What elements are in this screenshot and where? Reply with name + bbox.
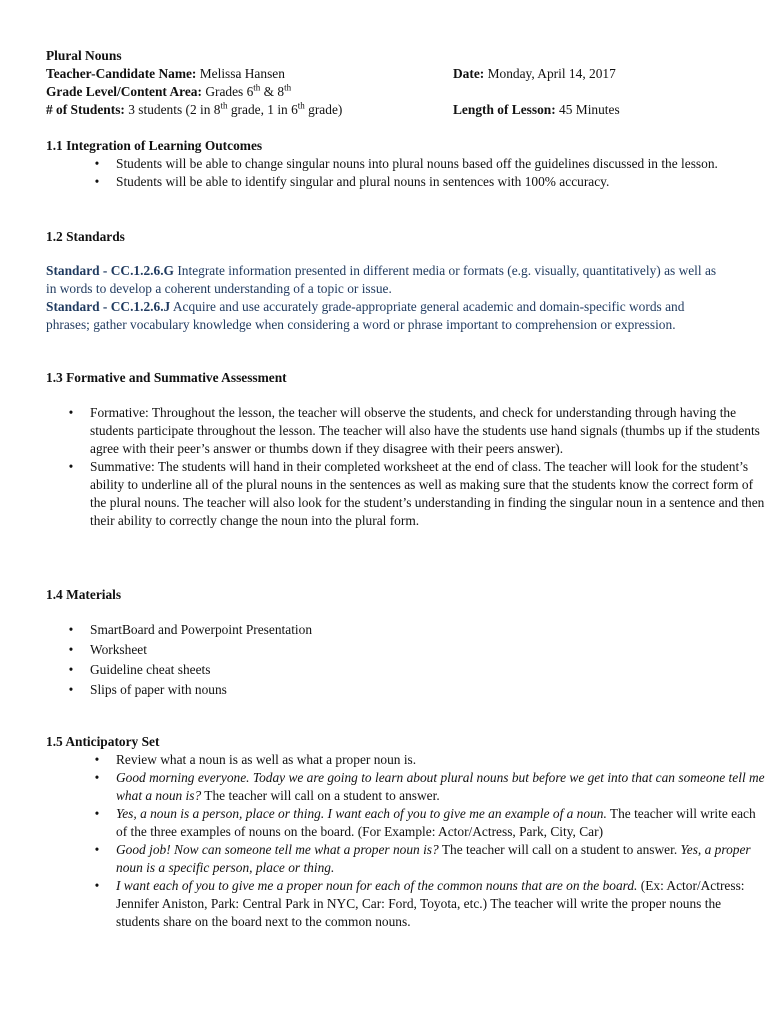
list-item-text: The teacher will call on a student to answer.	[438, 842, 678, 857]
list-item	[94, 173, 758, 191]
bullet-icon: •	[94, 156, 100, 171]
list-item	[68, 620, 768, 640]
section-anticipatory-set	[46, 733, 765, 931]
section-heading: 1.3 Formative and Summative Assessment	[46, 370, 287, 385]
list-item-text: Review what a noun is as well as what a proper noun is.	[116, 752, 417, 767]
bullet-icon: •	[68, 682, 74, 697]
students-text-2: grade, 1 in 6	[227, 102, 298, 117]
grade-sup-1: th	[253, 82, 261, 93]
list-item-text: Worksheet	[90, 642, 147, 657]
list-item	[68, 404, 768, 458]
date-field	[453, 65, 616, 83]
grade-row	[46, 83, 726, 101]
bullet-icon: •	[68, 662, 74, 677]
list-item	[94, 769, 766, 805]
students-label: # of Students:	[46, 102, 125, 117]
section-materials	[46, 586, 730, 604]
section-assessment	[46, 369, 730, 387]
standards-body	[46, 262, 718, 334]
grade-label: Grade Level/Content Area:	[46, 84, 202, 99]
title-row	[46, 47, 726, 65]
list-item-text: The teacher will write each of the three examples of nouns on the board. (For Example: Actor/Actress, Park, City, Car)	[116, 806, 756, 839]
bullet-icon: •	[68, 405, 74, 420]
page-title: Plural Nouns	[46, 48, 122, 63]
students-text-1: 3 students (2 in 8	[128, 102, 221, 117]
students-sup-2: th	[297, 100, 305, 111]
teacher-label: Teacher-Candidate Name:	[46, 66, 197, 81]
list-item	[94, 751, 766, 769]
bullet-icon: •	[94, 842, 100, 857]
standard-g	[46, 262, 718, 298]
students-sup-1: th	[220, 100, 228, 111]
bullet-icon: •	[94, 806, 100, 821]
list-item	[68, 640, 768, 660]
date-label: Date:	[453, 66, 485, 81]
dialogue-text: Good morning everyone. Today we are going to learn about plural nouns but before we get into that can someone tell me what a noun is?	[116, 770, 765, 803]
list-item-text: Formative: Throughout the lesson, the teacher will observe the students, and check for understanding through having the students participate throughout the lesson. The teacher will also have the students use hand signals (thumbs up if the students agree with their peer’s answer or thumbs down if they disagree with their peers answer).	[90, 405, 760, 456]
list-item-text: Slips of paper with nouns	[90, 682, 227, 697]
list-item-text: Students will be able to change singular nouns into plural nouns based off the guidelines discussed in the lesson.	[116, 156, 718, 171]
list-item-text: SmartBoard and Powerpoint Presentation	[90, 622, 313, 637]
students-value	[128, 102, 342, 117]
outcomes-list	[94, 155, 758, 191]
bullet-icon: •	[94, 878, 100, 893]
dialogue-text: Yes, a noun is a person, place or thing. I want each of you to give me an example of a noun.	[116, 806, 607, 821]
list-item-text: Guideline cheat sheets	[90, 662, 211, 677]
bullet-icon: •	[94, 174, 100, 189]
dialogue-text: I want each of you to give me a proper noun for each of the common nouns that are on the board.	[116, 878, 638, 893]
assessment-list-wrap	[46, 404, 765, 530]
section-heading: 1.1 Integration of Learning Outcomes	[46, 138, 263, 153]
section-heading: 1.2 Standards	[46, 229, 125, 244]
standard-text: Acquire and use accurately grade-appropriate general academic and domain-specific words and phrases; gather vocabulary knowledge when considering a word or phrase important to comprehension or expression.	[46, 299, 685, 332]
list-item-text: Summative: The students will hand in their completed worksheet at the end of class. The teacher will look for the student’s ability to underline all of the plural nouns in the sentences as well as making sure that the students know the correct form of the plural nouns. The teacher will also look for the student’s understanding in finding the singular noun in a sentence and then their ability to correctly change the noun into the plural form.	[90, 459, 765, 528]
standard-code: Standard - CC.1.2.6.G	[46, 263, 174, 278]
teacher-row	[46, 65, 726, 83]
standard-j	[46, 298, 718, 334]
bullet-icon: •	[68, 622, 74, 637]
bullet-icon: •	[68, 642, 74, 657]
section-heading: 1.5 Anticipatory Set	[46, 734, 160, 749]
list-item	[94, 805, 766, 841]
list-item-text: The teacher will call on a student to answer.	[201, 788, 440, 803]
grade-value	[205, 84, 291, 99]
materials-list	[68, 620, 768, 700]
standard-code: Standard - CC.1.2.6.J	[46, 299, 171, 314]
list-item	[68, 458, 768, 530]
bullet-icon: •	[68, 459, 74, 474]
length-label: Length of Lesson:	[453, 102, 556, 117]
section-standards	[46, 228, 730, 246]
students-row	[46, 101, 726, 119]
dialogue-text: Good job! Now can someone tell me what a proper noun is?	[116, 842, 439, 857]
length-field	[453, 101, 620, 119]
grade-text-2: & 8	[260, 84, 285, 99]
list-item	[94, 841, 766, 877]
materials-list-wrap	[46, 620, 730, 700]
list-item	[94, 155, 758, 173]
grade-text-1: Grades 6	[205, 84, 254, 99]
teacher-name: Melissa Hansen	[199, 66, 285, 81]
standard-text: Integrate information presented in different media or formats (e.g. visually, quantitatively) as well as in words to develop a coherent understanding of a topic or issue.	[46, 263, 717, 296]
anticipatory-list	[94, 751, 766, 931]
bullet-icon: •	[94, 770, 100, 785]
list-item	[68, 680, 768, 700]
grade-sup-2: th	[284, 82, 292, 93]
section-learning-outcomes	[46, 137, 730, 191]
list-item	[94, 877, 766, 931]
assessment-list	[68, 404, 768, 530]
list-item	[68, 660, 768, 680]
students-text-3: grade)	[304, 102, 343, 117]
date-value: Monday, April 14, 2017	[487, 66, 616, 81]
section-heading: 1.4 Materials	[46, 587, 122, 602]
list-item-text: Students will be able to identify singular and plural nouns in sentences with 100% accuracy.	[116, 174, 610, 189]
dialogue-text: Yes, a proper noun is a specific person, place or thing.	[116, 842, 751, 875]
list-item-text: (Ex: Actor/Actress: Jennifer Aniston, Park: Central Park in NYC, Car: Ford, Toyota, etc.) The teacher will write the proper nouns the students share on the board next to the common nouns.	[116, 878, 745, 929]
bullet-icon: •	[94, 752, 100, 767]
length-value: 45 Minutes	[559, 102, 620, 117]
